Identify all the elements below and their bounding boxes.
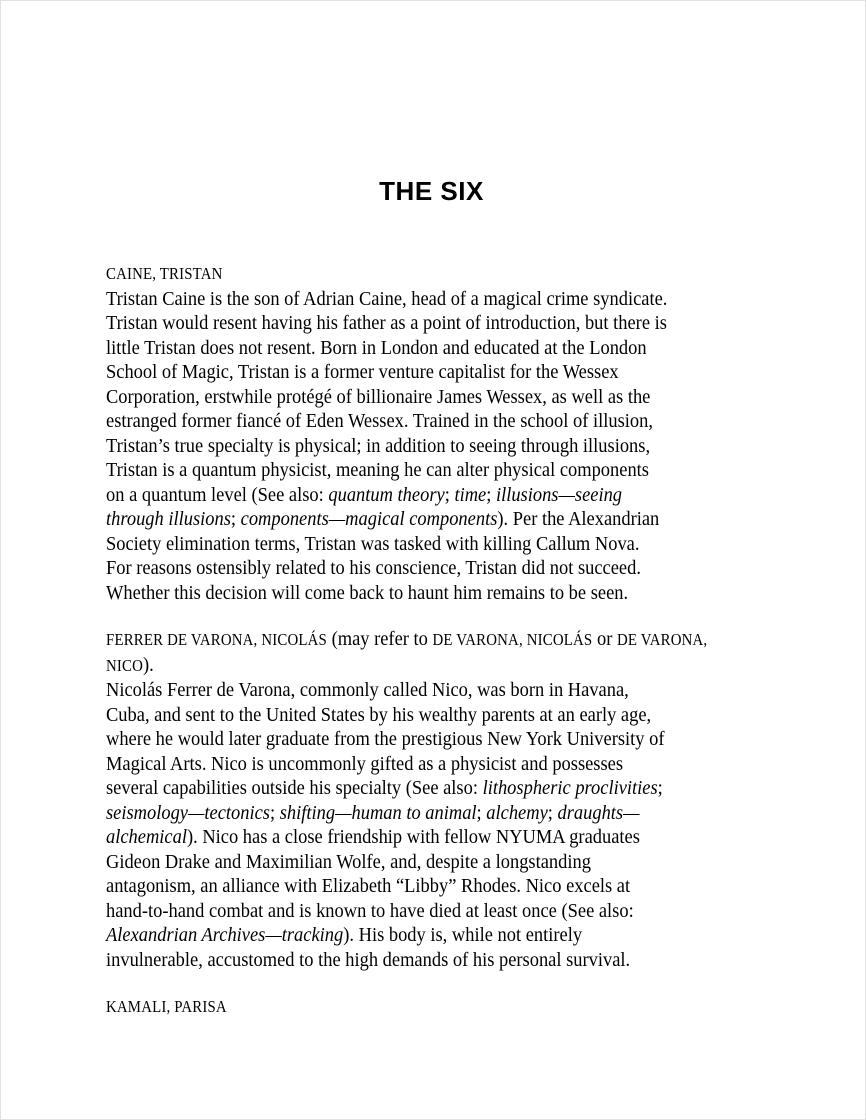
text-run: ; <box>486 483 496 506</box>
text-run: Tristan would resent having his father as a point of introduction, but there is <box>106 312 667 334</box>
text-run: little Tristan does not resent. Born in London and educated at the London <box>106 336 647 359</box>
text-run-smallcaps: KAMALI, PARISA <box>106 997 227 1016</box>
text-run: Society elimination terms, Tristan was tasked with killing Callum Nova. <box>106 532 640 555</box>
text-run: on a quantum level (See also: <box>106 483 329 506</box>
text-run-italic: components—magical components <box>240 508 498 530</box>
text-run-italic: quantum theory <box>328 483 445 506</box>
entry-heading <box>106 627 790 678</box>
text-run: ). Per the Alexandrian <box>497 508 660 530</box>
text-run: ; <box>476 801 487 824</box>
entry-ferrer-de-varona-nicolas <box>106 627 790 972</box>
sections <box>106 261 866 1020</box>
text-run: Tristan is a quantum physicist, meaning he can alter physical components <box>106 459 649 481</box>
text-run-smallcaps: CAINE, TRISTAN <box>106 264 223 283</box>
text-run: ). <box>143 653 154 676</box>
text-run-italic: draughts— <box>557 801 640 824</box>
text-run: Gideon Drake and Maximilian Wolfe, and, despite a longstanding <box>106 850 591 873</box>
text-run: Magical Arts. Nico is uncommonly gifted as a physicist and possesses <box>106 752 624 775</box>
text-run-italic: lithospheric proclivities <box>482 777 658 799</box>
text-run-smallcaps: DE VARONA, <box>616 630 708 649</box>
text-run-italic: seismology—tectonics <box>106 801 270 824</box>
text-run-italic: time <box>454 483 487 506</box>
text-run: ). Nico has a close friendship with fellow NYUMA graduates <box>186 826 640 848</box>
entry-heading <box>106 994 790 1020</box>
entry-caine-tristan <box>106 261 790 605</box>
text-run: ; <box>269 801 280 824</box>
text-run: Tristan Caine is the son of Adrian Caine, head of a magical crime syndicate. <box>106 287 668 310</box>
text-run: For reasons ostensibly related to his conscience, Tristan did not succeed. <box>106 557 641 579</box>
text-run: School of Magic, Tristan is a former venture capitalist for the Wessex <box>106 361 619 383</box>
page-title: THE SIX <box>379 176 484 206</box>
text-run: Whether this decision will come back to haunt him remains to be seen. <box>106 581 629 604</box>
text-run: Nicolás Ferrer de Varona, commonly called Nico, was born in Havana, <box>106 679 629 701</box>
text-run-italic: through illusions <box>106 508 231 530</box>
text-run: ; <box>657 777 663 799</box>
text-run: Corporation, erstwhile protégé of billionaire James Wessex, as well as the <box>106 385 651 408</box>
text-run: (may refer to <box>326 628 433 650</box>
text-run-italic: alchemy <box>486 801 548 824</box>
text-run: ). His body is, while not entirely <box>343 924 583 946</box>
text-run: ; <box>547 801 558 824</box>
text-run: ; <box>444 483 455 506</box>
text-run-italic: alchemical <box>106 826 187 848</box>
text-run: antagonism, an alliance with Elizabeth “Libby” Rhodes. Nico excels at <box>106 875 631 897</box>
text-run-smallcaps: FERRER DE VARONA, NICOLÁS <box>106 630 327 649</box>
entry-heading <box>106 261 790 287</box>
text-run: Cuba, and sent to the United States by his wealthy parents at an early age, <box>106 703 652 726</box>
entry-body <box>106 287 790 606</box>
text-run: hand-to-hand combat and is known to have died at least once (See also: <box>106 899 634 922</box>
text-run-italic: illusions—seeing <box>495 483 623 506</box>
text-run: or <box>592 628 617 650</box>
entry-kamali-parisa <box>106 994 790 1020</box>
text-run-italic: shifting—human to animal <box>279 801 477 824</box>
text-run: estranged former fiancé of Eden Wessex. Trained in the school of illusion, <box>106 410 653 432</box>
text-run: Tristan’s true specialty is physical; in addition to seeing through illusions, <box>106 434 651 457</box>
text-run: where he would later graduate from the prestigious New York University of <box>106 728 665 750</box>
text-run-smallcaps: NICO <box>106 655 144 675</box>
text-run-smallcaps: DE VARONA, NICOLÁS <box>432 630 593 649</box>
text-run: ; <box>230 508 241 530</box>
text-run: invulnerable, accustomed to the high demands of his personal survival. <box>106 948 631 971</box>
entry-body <box>106 678 790 972</box>
text-run: several capabilities outside his specialty (See also: <box>106 777 483 799</box>
text-run-italic: Alexandrian Archives—tracking <box>106 924 344 946</box>
